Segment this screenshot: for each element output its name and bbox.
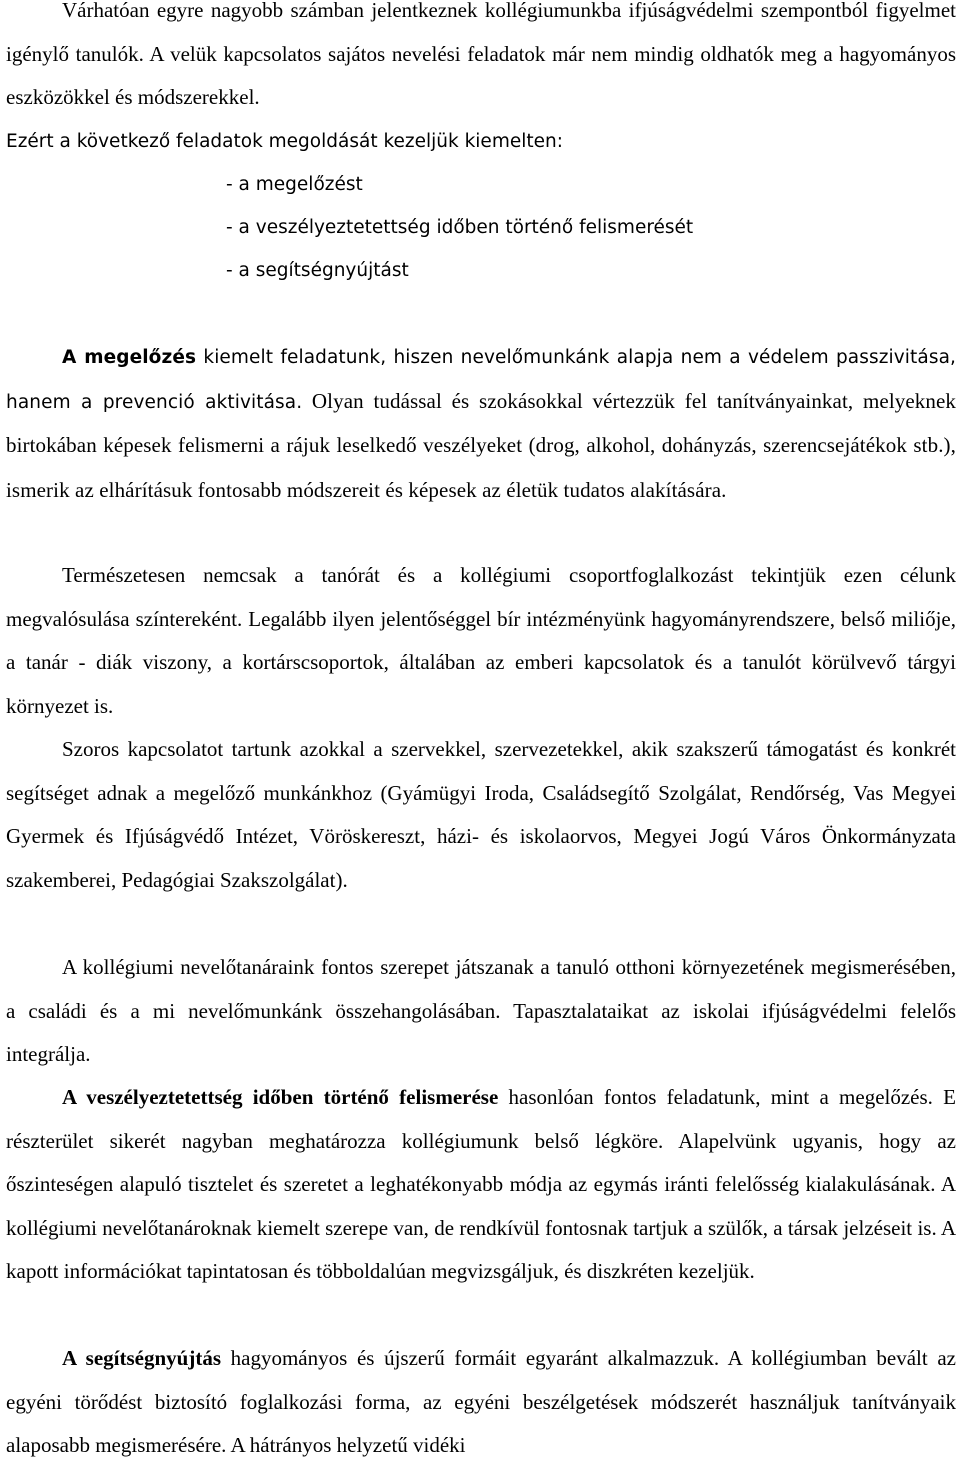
heading-risk-recognition: A veszélyeztetettség időben történő felismerése [62, 1085, 499, 1109]
prevention-text-b: Olyan tudással és szokásokkal vértezzük fel tanítványainkat, melyeknek birtokában képesek felismerni a rájuk leselkedő veszélyeket (drog, alkohol, dohányzás, szerencsejátékok stb.), ismerik az elhárításuk fontosabb módszereit és képesek az életük tudatos alakítására. [6, 388, 956, 502]
bullet-prevention: - a megelőzést [226, 174, 363, 195]
bullet-risk-recognition: - a veszélyeztetettség időben történő felismerését [226, 217, 694, 238]
risk-text-a: hasonlóan fontos feladatunk, mint a megelőzés. [498, 1085, 933, 1109]
paragraph-venues [6, 554, 956, 728]
heading-assistance: A segítségnyújtás [62, 1346, 221, 1370]
tasks-intro-line: Ezért a következő feladatok megoldását kezeljük kiemelten: [6, 131, 563, 152]
prevention-text-a: kiemelt feladatunk, hiszen nevelőmunkánk alapja nem a védelem passzivitása, hanem a prevenció aktivitása. [6, 347, 956, 413]
venues-text-b: Legalább ilyen jelentőséggel bír intézményünk hagyományrendszere, belső miliője, a tanár - diák viszony, a kortárscsoportok, általában az emberi kapcsolatok és a tanulót körülvevő tárgyi környezet is. [6, 606, 956, 718]
paragraph-risk-recognition [6, 1076, 956, 1294]
venues-text-a: Természetesen nemcsak a tanórát és a kollégiumi csoportfoglalkozást tekintjük ezen célunk megvalósulása színtereként. [6, 563, 956, 631]
paragraph-intro: Várhatóan egyre nagyobb számban jelentkeznek kollégiumunkba ifjúságvédelmi szempontból figyelmet igénylő tanulók. A velük kapcsolatos sajátos nevelési feladatok már nem mindig oldhatók meg a hagyományos eszközökkel és módszerekkel. [6, 0, 956, 109]
assistance-text: hagyományos és újszerű formáit egyaránt alkalmazzuk. A kollégiumban bevált az egyéni törődést biztosító foglalkozási forma, az egyéni beszélgetések módszerét használjuk tanítványaik alaposabb megismerésére. A hátrányos helyzetű vidéki [6, 1346, 956, 1457]
paragraph-prevention [6, 336, 956, 513]
paragraph-partners: Szoros kapcsolatot tartunk azokkal a szervekkel, szervezetekkel, akik szakszerű támogatást és konkrét segítséget adnak a megelőző munkánkhoz (Gyámügyi Iroda, Családsegítő Szolgálat, Rendőrség, Vas Megyei Gyermek és Ifjúságvédő Intézet, Vöröskereszt, házi- és iskolaorvos, Megyei Jogú Város Önkormányzata szakemberei, Pedagógiai Szakszolgálat). [6, 737, 956, 892]
paragraph-educators: A kollégiumi nevelőtanáraink fontos szerepet játszanak a tanuló otthoni környezetének megismerésében, a családi és a mi nevelőmunkánk összehangolásában. Tapasztalataikat az iskolai ifjúságvédelmi felelős integrálja. [6, 955, 956, 1066]
bullet-assistance: - a segítségnyújtást [226, 260, 409, 281]
heading-prevention: A megelőzés [62, 347, 197, 368]
risk-text-b: E részterület sikerét nagyban meghatározza kollégiumunk belső légköre. Alapelvünk ugyanis, hogy az őszinteségen alapuló tisztelet és szeretet a leghatékonyabb módja az egymás iránti felelősség kialakulásának. A kollégiumi nevelőtanároknak kiemelt szerepe van, de rendkívül fontosnak tartjuk a szülők, a társak jelzéseit is. A kapott információkat tapintatosan és többoldalúan megvizsgáljuk, és diszkréten kezeljük. [6, 1085, 956, 1283]
paragraph-assistance [6, 1337, 956, 1468]
